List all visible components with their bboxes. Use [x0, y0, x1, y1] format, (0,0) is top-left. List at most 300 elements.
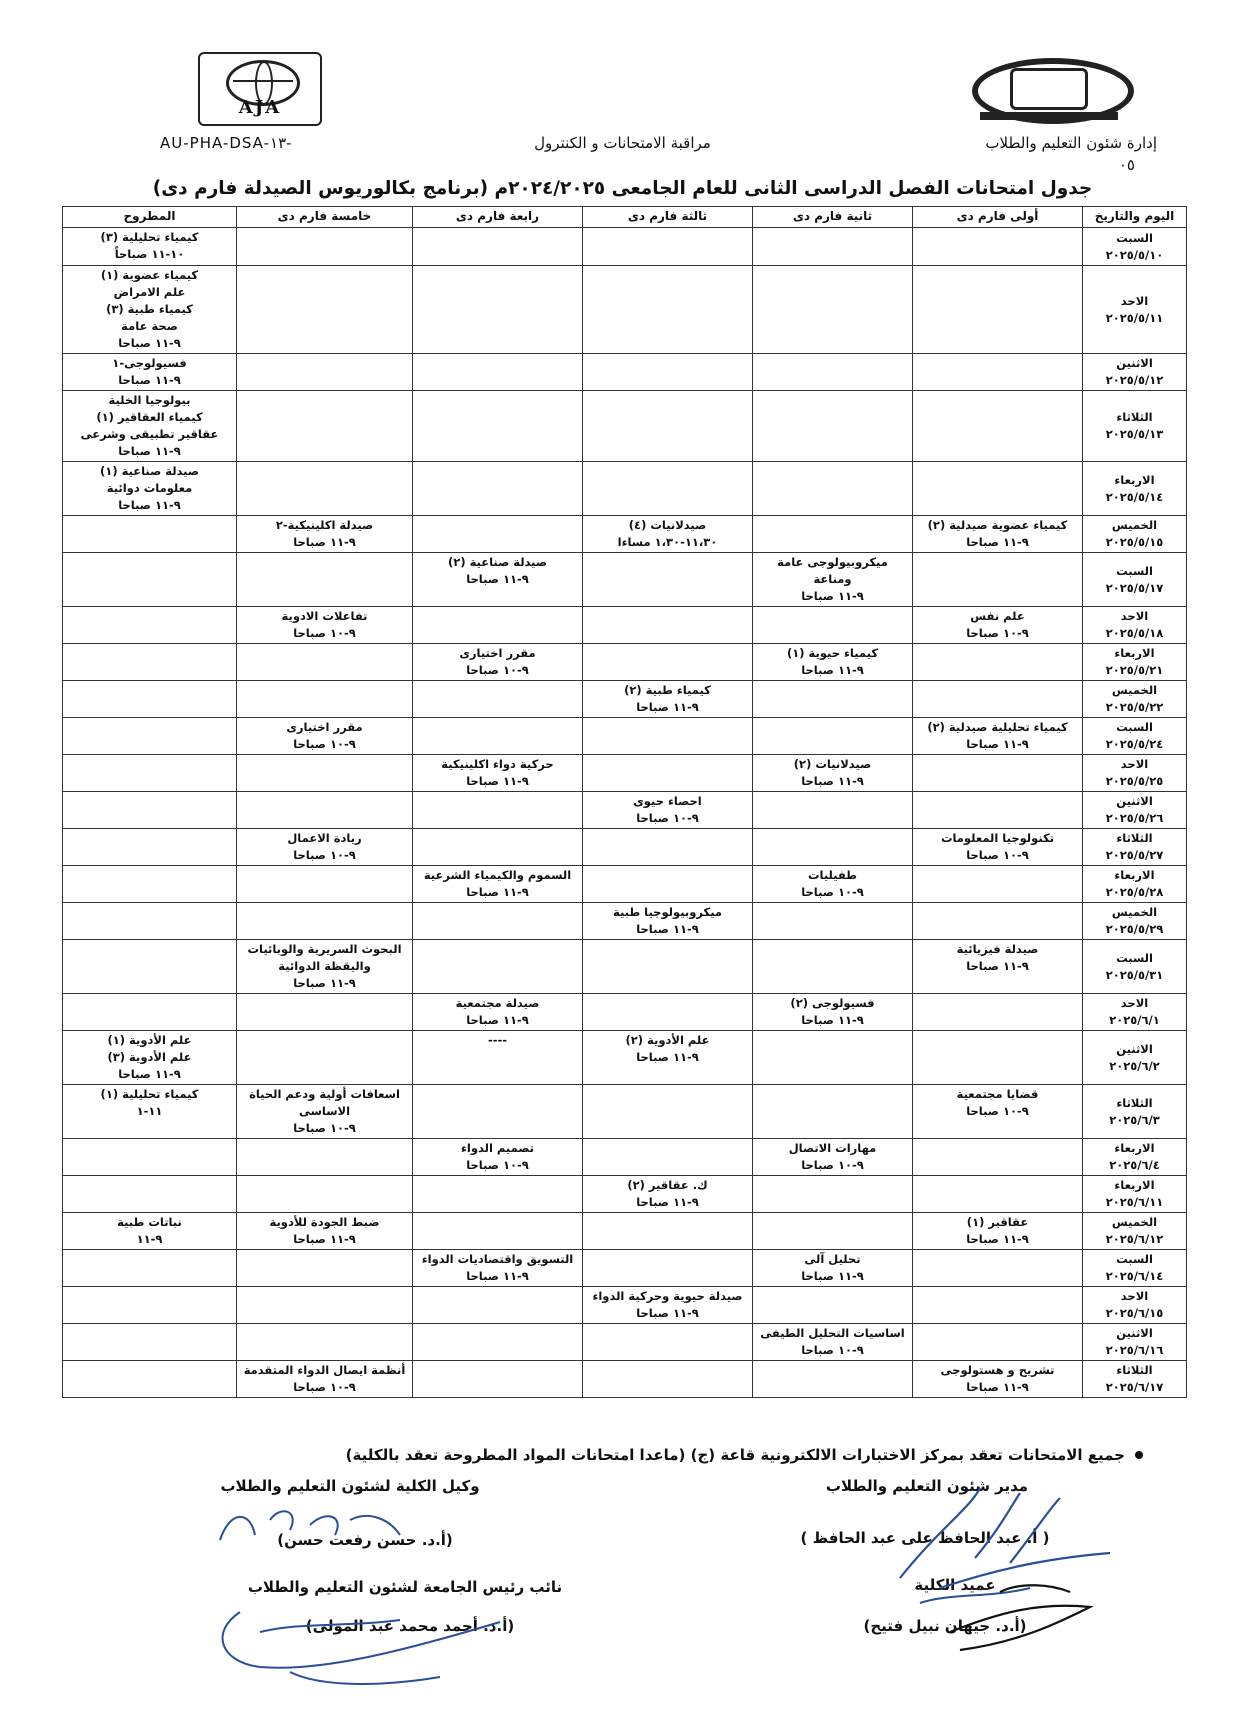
table-row [63, 718, 1187, 755]
exam-cell [237, 829, 413, 866]
day-date-text: الخميس ٢٠٢٥/٦/١٢ [1105, 1215, 1164, 1246]
exam-cell [237, 1324, 413, 1361]
exam-cell [237, 644, 413, 681]
exam-cell [237, 1250, 413, 1287]
day-date-text: الاحد ٢٠٢٥/٦/١ [1109, 996, 1160, 1027]
exam-cell [913, 266, 1083, 354]
dean-title: عميد الكلية [914, 1576, 996, 1594]
exam-cell [753, 354, 913, 391]
day-date-text: الاربعاء ٢٠٢٥/٥/٢٨ [1105, 868, 1164, 899]
administration-text: إدارة شئون التعليم والطلاب [985, 134, 1157, 152]
exam-cell-text: ---- [487, 1033, 508, 1047]
day-date-cell [1083, 1250, 1187, 1287]
exam-cell [237, 755, 413, 792]
table-row [63, 903, 1187, 940]
day-date-cell [1083, 607, 1187, 644]
day-date-text: الثلاثاء ٢٠٢٥/٥/٢٧ [1105, 831, 1164, 862]
exam-cell-text: صيدلانيات (٤) ١١،٣٠-١،٣٠ مساءا [617, 518, 718, 549]
table-row [63, 266, 1187, 354]
building-icon [1010, 68, 1088, 110]
exam-cell [237, 1176, 413, 1213]
exam-cell [583, 1250, 753, 1287]
exam-cell [63, 607, 237, 644]
exam-cell [413, 1085, 583, 1139]
exam-cell [63, 354, 237, 391]
exam-cell [913, 354, 1083, 391]
day-date-cell [1083, 462, 1187, 516]
table-row [63, 1324, 1187, 1361]
exam-cell [237, 718, 413, 755]
exam-cell [753, 266, 913, 354]
exam-cell [913, 755, 1083, 792]
exam-cell [753, 1139, 913, 1176]
exam-cell [583, 607, 753, 644]
exam-cell [753, 1324, 913, 1361]
exam-cell [753, 391, 913, 462]
day-date-text: الخميس ٢٠٢٥/٥/٢٩ [1105, 905, 1164, 936]
exam-cell [583, 829, 753, 866]
exam-cell [583, 681, 753, 718]
affairs-manager-title: مدير شئون التعليم والطلاب [825, 1477, 1029, 1495]
exam-cell-text: نباتات طبية ٩-١١ [117, 1215, 182, 1246]
exam-cell-text: طفيليات ٩-١٠ صباحا [801, 868, 864, 899]
exam-cell [413, 1250, 583, 1287]
exam-cell [753, 553, 913, 607]
exam-cell [583, 266, 753, 354]
exam-cell [237, 354, 413, 391]
exam-cell [583, 1213, 753, 1250]
exam-cell [63, 994, 237, 1031]
exam-cell [753, 792, 913, 829]
exam-cell [237, 391, 413, 462]
exam-cell [413, 516, 583, 553]
exam-cell-text: ضبط الجودة للأدوية ٩-١١ صباحا [269, 1215, 380, 1246]
exam-cell [753, 462, 913, 516]
column-header: خامسة فارم دى [237, 207, 413, 228]
exam-cell-text: كيمياء تحليلية (١) ١١-١ [100, 1087, 199, 1118]
exam-cell [753, 1085, 913, 1139]
exam-cell [583, 1287, 753, 1324]
exam-cell [913, 1031, 1083, 1085]
exam-cell [583, 718, 753, 755]
day-date-text: الاربعاء ٢٠٢٥/٥/١٤ [1105, 472, 1164, 504]
exam-cell [413, 644, 583, 681]
exam-cell-text: علم الأدوية (٢) ٩-١١ صباحا [625, 1033, 710, 1064]
exam-cell [413, 1361, 583, 1398]
exam-cell-text: كيمياء طبية (٢) ٩-١١ صباحا [624, 683, 711, 714]
exam-cell [237, 553, 413, 607]
signature-vice-president-icon [200, 1592, 530, 1692]
bullet-icon [1135, 1451, 1143, 1459]
exam-cell [413, 718, 583, 755]
day-date-text: الاثنين ٢٠٢٥/٥/١٢ [1105, 356, 1164, 387]
exam-cell [583, 1361, 753, 1398]
exam-cell [63, 903, 237, 940]
vice-president-name: (أ.د. أحمد محمد عبد المولى) [305, 1617, 515, 1635]
day-date-cell [1083, 1139, 1187, 1176]
exam-cell [913, 792, 1083, 829]
exam-cell [237, 994, 413, 1031]
exam-cell [63, 1085, 237, 1139]
day-date-cell [1083, 1213, 1187, 1250]
table-row [63, 1361, 1187, 1398]
exam-cell [237, 516, 413, 553]
table-row [63, 940, 1187, 994]
exam-cell-text: تكنولوجيا المعلومات ٩-١٠ صباحا [940, 831, 1055, 862]
exam-cell-text: مهارات الاتصال ٩-١٠ صباحا [788, 1141, 877, 1172]
exam-cell [413, 681, 583, 718]
table-row [63, 755, 1187, 792]
exam-cell [583, 792, 753, 829]
exam-cell [753, 1361, 913, 1398]
exam-cell-text: البحوث السريرية والوبائيات واليقظة الدوائية ٩-١١ صباحا [247, 942, 402, 990]
table-row [63, 516, 1187, 553]
table-row [63, 866, 1187, 903]
table-row [63, 1213, 1187, 1250]
day-date-cell [1083, 755, 1187, 792]
exam-cell [413, 1287, 583, 1324]
day-date-cell [1083, 644, 1187, 681]
column-header: أولى فارم دى [913, 207, 1083, 228]
vice-dean-name: (أ.د. حسن رفعت حسن) [277, 1531, 453, 1549]
exam-cell-text: تحليل آلى ٩-١١ صباحا [801, 1252, 864, 1283]
exam-cell [913, 1361, 1083, 1398]
exam-cell [413, 829, 583, 866]
day-date-cell [1083, 1324, 1187, 1361]
exam-cell [63, 228, 237, 266]
exam-cell [913, 391, 1083, 462]
exam-cell-text: كيمياء تحليلية (٣) ١٠-١١ صباحاً [100, 230, 199, 261]
table-row [63, 1250, 1187, 1287]
exam-cell-text: كيمياء عضوية صيدلية (٢) ٩-١١ صباحا [927, 518, 1068, 549]
day-date-cell [1083, 903, 1187, 940]
exam-cell-text: صيدلة اكلينيكية-٢ ٩-١١ صباحا [275, 518, 374, 549]
exam-cell [753, 755, 913, 792]
day-date-text: الاحد ٢٠٢٥/٥/١٨ [1105, 609, 1164, 640]
exam-cell [583, 866, 753, 903]
exam-cell [913, 1139, 1083, 1176]
exam-cell [583, 755, 753, 792]
page-title: جدول امتحانات الفصل الدراسى الثانى للعام الجامعى ٢٠٢٤/٢٠٢٥م (برنامج بكالوريوس الصيدلة فارم دى) [152, 178, 1093, 199]
exam-cell [413, 553, 583, 607]
day-date-text: الثلاثاء ٢٠٢٥/٦/٣ [1109, 1095, 1160, 1127]
exam-cell [753, 829, 913, 866]
exam-cell [63, 1213, 237, 1250]
exam-cell-text: كيمياء حيوية (١) ٩-١١ صباحا [786, 646, 879, 677]
table-row [63, 994, 1187, 1031]
exam-cell-text: علم الأدوية (١) علم الأدوية (٣) ٩-١١ صباحا [107, 1033, 192, 1081]
exam-cell [63, 462, 237, 516]
exam-cell [753, 940, 913, 994]
exam-cell-text: احصاء حيوى ٩-١٠ صباحا [633, 794, 702, 825]
department-control-text: مراقبة الامتحانات و الكنترول [534, 134, 711, 152]
day-date-text: الاربعاء ٢٠٢٥/٥/٢١ [1105, 646, 1164, 677]
day-date-text: السبت ٢٠٢٥/٥/٣١ [1105, 950, 1164, 982]
exam-cell [913, 994, 1083, 1031]
faculty-logo [972, 58, 1128, 120]
exam-cell [237, 1085, 413, 1139]
exam-cell [63, 940, 237, 994]
day-date-cell [1083, 1361, 1187, 1398]
day-date-text: الاحد ٢٠٢٥/٥/٢٥ [1105, 757, 1164, 788]
exam-cell-text: اساسيات التحليل الطيفى ٩-١٠ صباحا [760, 1326, 905, 1357]
day-date-text: الاثنين ٢٠٢٥/٥/٢٦ [1105, 794, 1164, 825]
exam-cell [583, 1139, 753, 1176]
day-date-cell [1083, 516, 1187, 553]
table-header-row [63, 207, 1187, 228]
exam-cell [413, 866, 583, 903]
exam-cell [63, 1031, 237, 1085]
table-row [63, 607, 1187, 644]
exam-cell-text: مقرر اختيارى ٩-١٠ صباحا [286, 720, 363, 751]
exam-cell-text: فسيولوجى-١ ٩-١١ صباحا [112, 356, 187, 387]
exam-cell-text: ريادة الاعمال ٩-١٠ صباحا [287, 831, 362, 862]
exam-cell [583, 1085, 753, 1139]
exam-cell-text: علم نفس ٩-١٠ صباحا [966, 609, 1029, 640]
exam-cell [583, 516, 753, 553]
exam-cell [413, 1324, 583, 1361]
exam-cell [583, 940, 753, 994]
day-date-cell [1083, 266, 1187, 354]
day-date-text: السبت ٢٠٢٥/٥/١٠ [1105, 230, 1164, 262]
exam-cell [413, 462, 583, 516]
exam-cell [913, 1176, 1083, 1213]
day-date-text: الثلاثاء ٢٠٢٥/٥/١٣ [1105, 410, 1164, 441]
exam-cell-text: حركية دواء اكلينيكية ٩-١١ صباحا [441, 757, 554, 788]
day-date-text: الثلاثاء ٢٠٢٥/٦/١٧ [1105, 1363, 1164, 1394]
exam-cell [237, 1031, 413, 1085]
day-date-cell [1083, 228, 1187, 266]
exam-cell [913, 1085, 1083, 1139]
vice-president-title: نائب رئيس الجامعة لشئون التعليم والطلاب [247, 1578, 563, 1596]
exam-cell [753, 681, 913, 718]
column-header: ثالثة فارم دى [583, 207, 753, 228]
exam-cell [63, 718, 237, 755]
exam-cell [583, 644, 753, 681]
day-date-text: الاثنين ٢٠٢٥/٦/٢ [1109, 1041, 1160, 1073]
column-header: اليوم والتاريخ [1083, 207, 1187, 228]
exam-cell [63, 829, 237, 866]
exam-cell-text: ميكروبيولوجى عامة ومناعة ٩-١١ صباحا [777, 555, 888, 603]
day-date-cell [1083, 354, 1187, 391]
exam-cell [913, 829, 1083, 866]
table-row [63, 1176, 1187, 1213]
day-date-cell [1083, 829, 1187, 866]
exam-cell [583, 1324, 753, 1361]
day-date-cell [1083, 1287, 1187, 1324]
exam-cell [413, 903, 583, 940]
exam-cell [237, 1287, 413, 1324]
exam-cell [237, 681, 413, 718]
day-date-text: السبت ٢٠٢٥/٥/٢٤ [1105, 720, 1164, 751]
university-logo-aja [198, 52, 322, 126]
column-header: رابعة فارم دى [413, 207, 583, 228]
exam-cell [913, 1250, 1083, 1287]
logo-text: AJA [238, 97, 282, 118]
exam-cell [413, 266, 583, 354]
exam-cell-text: ك. عقاقير (٢) ٩-١١ صباحا [627, 1178, 708, 1209]
exam-cell [913, 607, 1083, 644]
exam-cell [753, 994, 913, 1031]
exam-cell-text: اسعافات أولية ودعم الحياة الاساسى ٩-١٠ صباحا [249, 1087, 400, 1135]
exam-schedule-table [62, 206, 1187, 1398]
exam-cell [237, 462, 413, 516]
exam-cell-text: ميكروبيولوجيا طبية ٩-١١ صباحا [612, 905, 723, 936]
table-row [63, 354, 1187, 391]
exam-cell [753, 607, 913, 644]
table-row [63, 391, 1187, 462]
exam-cell [237, 903, 413, 940]
day-date-cell [1083, 718, 1187, 755]
day-date-text: الاربعاء ٢٠٢٥/٦/١١ [1105, 1178, 1164, 1209]
exam-cell [913, 1287, 1083, 1324]
exam-cell [913, 681, 1083, 718]
table-row [63, 1031, 1187, 1085]
table-row [63, 228, 1187, 266]
exam-cell [753, 1031, 913, 1085]
administration-subtext: ٠٥ [1118, 156, 1135, 174]
day-date-cell [1083, 792, 1187, 829]
affairs-manager-name: ( أ. عبد الحافظ على عبد الحافظ ) [800, 1529, 1050, 1547]
exam-cell [237, 228, 413, 266]
exam-cell [63, 1324, 237, 1361]
exam-cell [237, 1213, 413, 1250]
exam-cell [583, 994, 753, 1031]
day-date-cell [1083, 940, 1187, 994]
exam-cell [753, 1250, 913, 1287]
exam-cell [753, 644, 913, 681]
exam-cell [63, 391, 237, 462]
day-date-text: السبت ٢٠٢٥/٦/١٤ [1105, 1252, 1164, 1283]
exam-cell-text: التسويق واقتصاديات الدواء ٩-١١ صباحا [421, 1252, 574, 1283]
day-date-text: الاحد ٢٠٢٥/٥/١١ [1105, 293, 1164, 325]
exam-cell [753, 1176, 913, 1213]
exam-cell [63, 1361, 237, 1398]
footer-note: جميع الامتحانات تعقد بمركز الاختبارات الالكترونية قاعة (ج) (ماعدا امتحانات المواد المطروحة تعقد بالكلية) [345, 1446, 1125, 1464]
exam-cell-text: صيدلة صناعية (١) معلومات دوائية ٩-١١ صباحا [100, 464, 199, 512]
exam-cell [63, 553, 237, 607]
exam-cell [583, 1176, 753, 1213]
exam-cell [913, 940, 1083, 994]
exam-cell [413, 940, 583, 994]
day-date-cell [1083, 681, 1187, 718]
table-row [63, 1085, 1187, 1139]
table-row [63, 553, 1187, 607]
exam-cell [237, 266, 413, 354]
day-date-text: الخميس ٢٠٢٥/٥/١٥ [1105, 518, 1164, 549]
exam-cell [413, 994, 583, 1031]
exam-cell-text: صيدلة صناعية (٢) ٩-١١ صباحا [448, 555, 547, 586]
day-date-cell [1083, 553, 1187, 607]
exam-cell [913, 903, 1083, 940]
column-header: ثانية فارم دى [753, 207, 913, 228]
exam-cell [237, 866, 413, 903]
exam-cell-text: تشريح و هستولوجى ٩-١١ صباحا [940, 1363, 1055, 1394]
exam-cell [413, 1031, 583, 1085]
exam-cell [913, 644, 1083, 681]
table-row [63, 681, 1187, 718]
day-date-cell [1083, 1176, 1187, 1213]
exam-cell-text: صيدلة فيزيائية ٩-١١ صباحا [956, 942, 1039, 973]
exam-cell [63, 1287, 237, 1324]
day-date-cell [1083, 391, 1187, 462]
exam-cell [63, 516, 237, 553]
exam-cell-text: مقرر اختيارى ٩-١٠ صباحا [459, 646, 536, 677]
day-date-cell [1083, 866, 1187, 903]
table-row [63, 829, 1187, 866]
exam-cell-text: فسيولوجى (٢) ٩-١١ صباحا [790, 996, 875, 1027]
exam-cell [413, 228, 583, 266]
day-date-cell [1083, 1085, 1187, 1139]
exam-cell [237, 792, 413, 829]
table-row [63, 1287, 1187, 1324]
exam-cell-text: كيمياء عضوية (١) علم الامراض كيمياء طبية (٣) صحة عامة ٩-١١ صباحا [100, 268, 199, 350]
exam-cell [753, 516, 913, 553]
exam-cell [753, 903, 913, 940]
exam-cell [913, 718, 1083, 755]
exam-cell-text: كيمياء تحليلية صيدلية (٢) ٩-١١ صباحا [927, 720, 1068, 751]
exam-cell [413, 391, 583, 462]
exam-cell-text: أنظمة ايصال الدواء المتقدمة ٩-١٠ صباحا [243, 1363, 406, 1394]
exam-cell-text: السموم والكيمياء الشرعية ٩-١١ صباحا [423, 868, 572, 899]
exam-cell-text: صيدلة مجتمعية ٩-١١ صباحا [455, 996, 540, 1027]
exam-cell [583, 462, 753, 516]
day-date-text: السبت ٢٠٢٥/٥/١٧ [1105, 563, 1164, 595]
exam-cell [913, 1213, 1083, 1250]
exam-cell-text: تفاعلات الادوية ٩-١٠ صباحا [281, 609, 368, 640]
exam-cell-text: بيولوجيا الخلية كيمياء العقاقير (١) عقاقير تطبيقى وشرعى ٩-١١ صباحا [80, 393, 219, 458]
signature-vice-dean-icon [210, 1500, 410, 1560]
exam-cell [63, 266, 237, 354]
exam-cell [63, 1250, 237, 1287]
exam-cell [413, 1176, 583, 1213]
day-date-cell [1083, 994, 1187, 1031]
exam-cell [63, 1139, 237, 1176]
exam-cell [63, 644, 237, 681]
exam-cell [583, 903, 753, 940]
exam-cell [63, 792, 237, 829]
day-date-text: الاثنين ٢٠٢٥/٦/١٦ [1105, 1326, 1164, 1357]
exam-cell-text: صيدلة حيوية وحركية الدواء ٩-١١ صباحا [592, 1289, 743, 1320]
exam-cell [63, 1176, 237, 1213]
exam-cell [753, 718, 913, 755]
document-code: AU-PHA-DSA-١٣- [160, 134, 292, 152]
exam-cell [413, 1213, 583, 1250]
table-row [63, 792, 1187, 829]
exam-cell [413, 792, 583, 829]
column-header: المطروح [63, 207, 237, 228]
exam-cell [583, 391, 753, 462]
exam-cell [583, 228, 753, 266]
exam-cell [413, 1139, 583, 1176]
exam-cell [753, 228, 913, 266]
exam-cell [753, 866, 913, 903]
table-row [63, 644, 1187, 681]
exam-cell [237, 940, 413, 994]
table-row [63, 462, 1187, 516]
exam-cell [583, 553, 753, 607]
exam-cell [583, 1031, 753, 1085]
exam-cell [413, 607, 583, 644]
dean-name: (أ.د. جيهان نبيل فتيح) [863, 1617, 1027, 1635]
exam-cell [913, 462, 1083, 516]
day-date-text: الخميس ٢٠٢٥/٥/٢٢ [1105, 683, 1164, 714]
exam-cell [753, 1213, 913, 1250]
exam-cell [63, 755, 237, 792]
exam-cell [913, 228, 1083, 266]
exam-cell [237, 1139, 413, 1176]
exam-cell [583, 354, 753, 391]
